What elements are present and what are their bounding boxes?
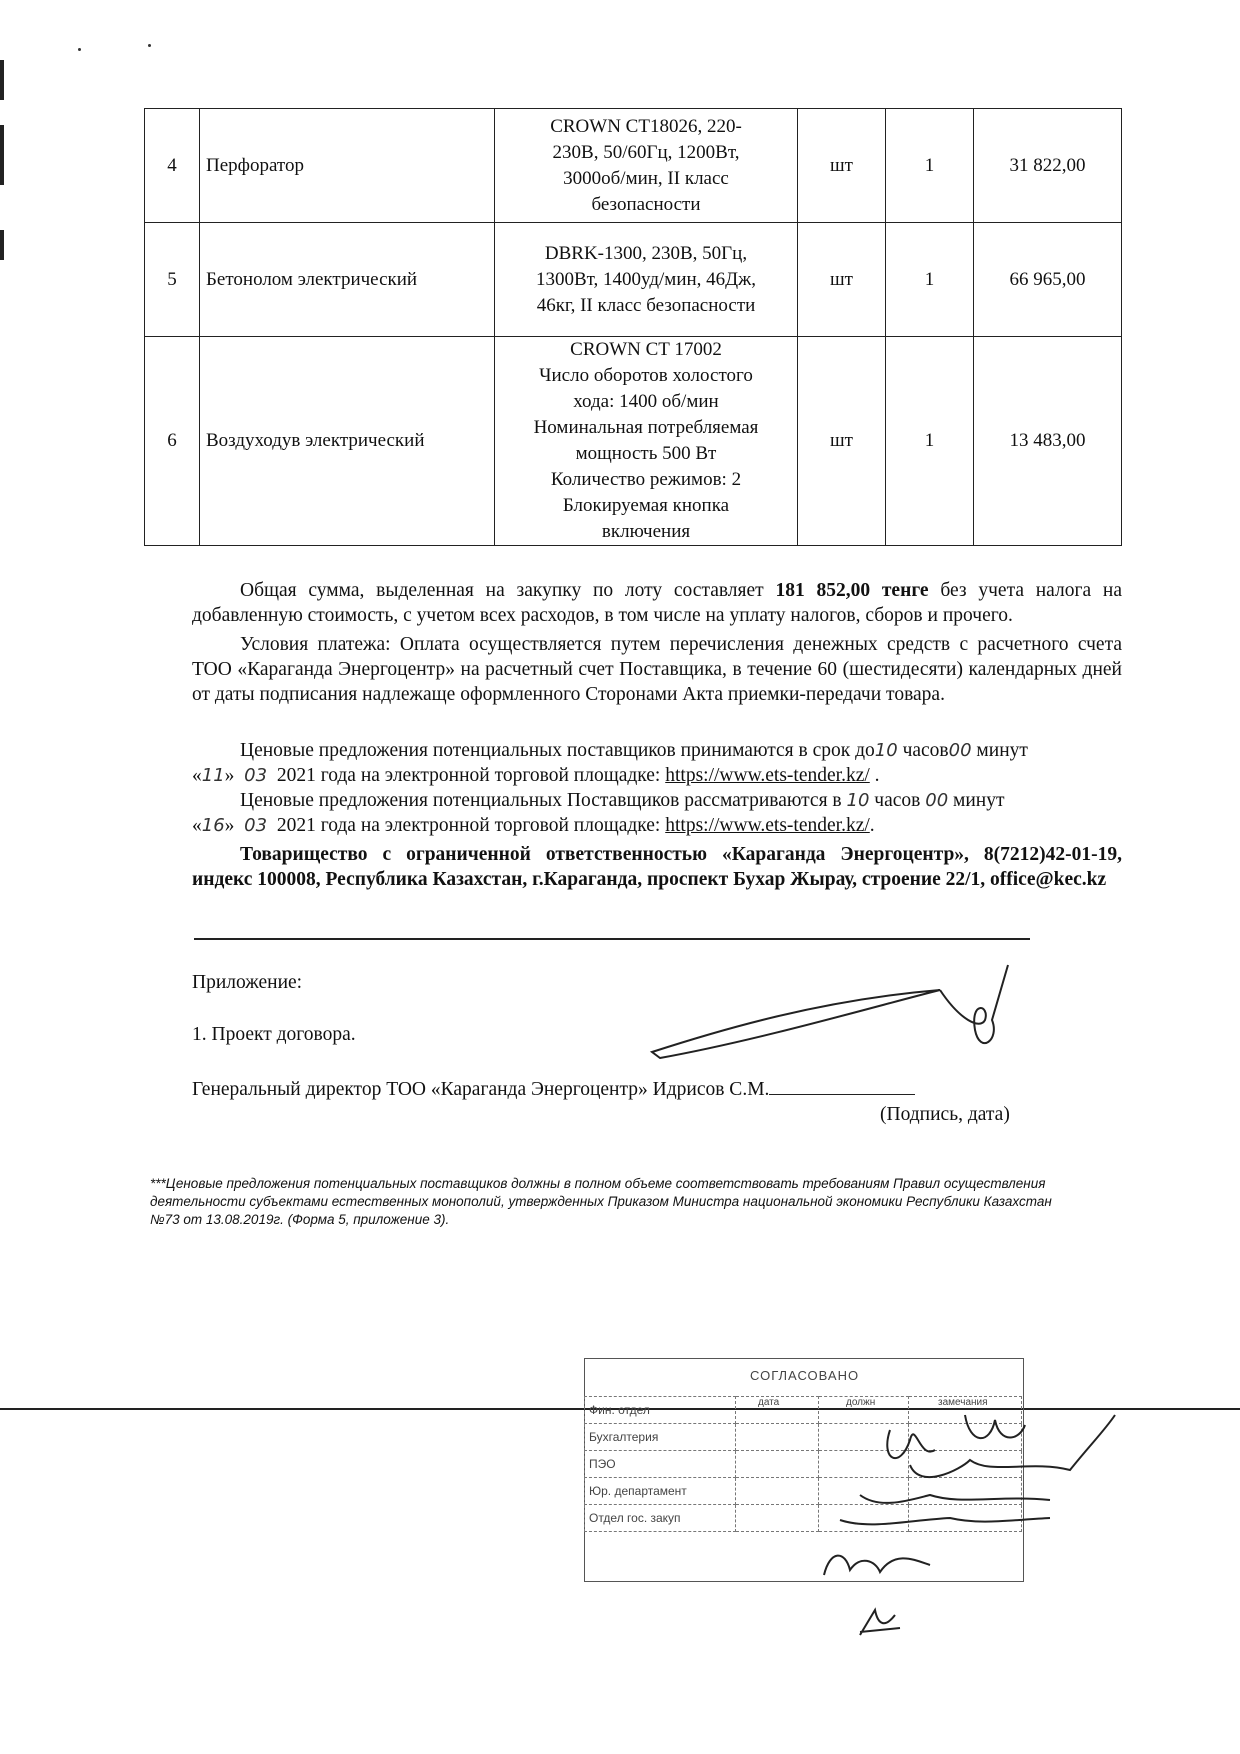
day-quote-close: » [224, 815, 235, 836]
day-quote-open: « [192, 765, 202, 786]
stamp-row-label: Фин. отдел [585, 1397, 736, 1424]
scan-dot [148, 44, 151, 47]
item-row [145, 223, 1122, 337]
handwritten-day: 11 [201, 765, 225, 786]
punct: . [869, 765, 880, 786]
item-unit: шт [798, 223, 886, 337]
item-row [145, 337, 1122, 546]
item-spec-line: хода: 1400 об/мин [573, 391, 719, 412]
handwritten-minute: 00 [925, 790, 949, 811]
item-spec-line: 3000об/мин, II класс [563, 167, 729, 189]
total-text-before: Общая сумма, выделенная на закупку по лоту составляет [240, 580, 776, 601]
offers-reviewed-paragraph [192, 788, 1122, 838]
footnote: ***Ценовые предложения потенциальных поставщиков должны в полном объеме соответствовать требованиям Правил осуществления деятельности субъектами естественных монополий, утвержденных Приказом Министра национальной экономики Республики Казахстан №73 от 13.08.2019г. (Форма 5, приложение 3). [150, 1176, 1052, 1227]
punct: . [869, 815, 875, 836]
item-spec-line: Номинальная потребляемая [533, 417, 759, 438]
signature-caption: (Подпись, дата) [880, 1104, 1010, 1125]
item-name: Бетонолом электрический [200, 223, 495, 337]
attachment-label: Приложение: [192, 972, 303, 993]
handwritten-month: 03 [244, 765, 268, 786]
item-spec-line: 230В, 50/60Гц, 1200Вт, [552, 141, 740, 163]
day-quote-open: « [192, 815, 202, 836]
item-price: 31 822,00 [974, 109, 1122, 223]
stamp-title: СОГЛАСОВАНО [750, 1368, 860, 1383]
item-number: 5 [145, 223, 200, 337]
item-spec-line: мощность 500 Вт [575, 443, 717, 464]
stamp-row-label: ПЭО [585, 1451, 736, 1478]
scan-edge-mark [0, 60, 4, 100]
item-spec-line: Число оборотов холостого [539, 365, 753, 386]
stamp-row-label: Бухгалтерия [585, 1424, 736, 1451]
item-spec [495, 337, 798, 546]
item-spec-line: Количество режимов: 2 [550, 469, 742, 490]
item-spec-line: CROWN CT18026, 220- [550, 115, 742, 137]
payment-text: Условия платежа: Оплата осуществляется путем перечисления денежных средств с расчетного счета ТОО «Караганда Энергоцентр» на расчетный счет Поставщика, в течение 60 (шестидесяти) календарных дней от даты подписания надлежаще оформленного Сторонами Акта приемки-передачи товара. [192, 634, 1122, 705]
item-quantity: 1 [886, 337, 974, 546]
item-price: 66 965,00 [974, 223, 1122, 337]
item-quantity: 1 [886, 109, 974, 223]
handwritten-hour: 10 [846, 790, 870, 811]
stamp-cell [736, 1424, 819, 1451]
handwritten-day: 16 [201, 815, 225, 836]
item-name: Воздуходув электрический [200, 337, 495, 546]
day-quote-close: » [224, 765, 235, 786]
offers-accepted-paragraph [192, 738, 1122, 788]
ets-tender-link[interactable]: https://www.ets-tender.kz/ [665, 765, 870, 786]
stamp-cell [736, 1478, 819, 1505]
scan-dot [78, 48, 81, 51]
item-row [145, 109, 1122, 223]
stamp-cell [736, 1397, 819, 1424]
minutes-label: минут [976, 740, 1028, 761]
offers-reviewed-year-text: 2021 года на электронной торговой площадке: [276, 815, 666, 836]
total-text-after: без учета налога на добавленную стоимость, с учетом всех расходов, в том числе на уплату налогов, сборов и прочего. [192, 580, 1122, 626]
company-paragraph [192, 842, 1122, 892]
item-unit: шт [798, 109, 886, 223]
item-spec [495, 109, 798, 223]
ets-tender-link[interactable]: https://www.ets-tender.kz/ [665, 815, 870, 836]
hours-label: часов [874, 790, 921, 811]
item-number: 6 [145, 337, 200, 546]
attachment-item: 1. Проект договора. [192, 1024, 356, 1045]
handwritten-minute: 00 [948, 740, 972, 761]
payment-paragraph [192, 632, 1122, 707]
stamp-col-position: должн [846, 1397, 876, 1408]
stamp-col-remarks: замечания [938, 1397, 988, 1408]
item-name: Перфоратор [200, 109, 495, 223]
item-unit: шт [798, 337, 886, 546]
item-spec-line: Блокируемая кнопка [562, 495, 730, 516]
separator-line [194, 938, 1030, 940]
director-title: Генеральный директор ТОО «Караганда Энергоцентр» Идрисов С.М. [192, 1079, 770, 1100]
hours-label: часов [902, 740, 949, 761]
handwritten-month: 03 [244, 815, 268, 836]
approval-signatures [820, 1400, 1120, 1640]
director-line [192, 1078, 915, 1101]
offers-reviewed-text: Ценовые предложения потенциальных Поставщиков рассматриваются в [240, 790, 842, 811]
total-amount: 181 852,00 [775, 580, 871, 601]
item-number: 4 [145, 109, 200, 223]
item-spec-line: 46кг, II класс безопасности [536, 294, 756, 316]
stamp-row-label: Юр. департамент [585, 1478, 736, 1505]
director-signature [640, 960, 1020, 1070]
total-currency: тенге [870, 580, 929, 601]
items-table [144, 108, 1122, 546]
item-spec-line: безопасности [591, 193, 701, 215]
scan-edge-mark [0, 230, 4, 260]
stamp-row-label: Отдел гос. закуп [585, 1505, 736, 1532]
item-spec-line: CROWN CT 17002 [570, 339, 722, 360]
signature-line [769, 1078, 915, 1095]
item-spec-line: DBRK-1300, 230В, 50Гц, [544, 242, 748, 264]
item-spec-line: 1300Вт, 1400уд/мин, 46Дж, [536, 268, 756, 290]
minutes-label: минут [953, 790, 1005, 811]
item-spec [495, 223, 798, 337]
stamp-cell [736, 1451, 819, 1478]
stamp-col-date: дата [758, 1397, 780, 1408]
item-quantity: 1 [886, 223, 974, 337]
item-price: 13 483,00 [974, 337, 1122, 546]
offers-accepted-year-text: 2021 года на электронной торговой площадке: [276, 765, 666, 786]
company-details: Товарищество с ограниченной ответственностью «Караганда Энергоцентр», 8(7212)42-01-19, индекс 100008, Республика Казахстан, г.Караганда, проспект Бухар Жырау, строение 22/1, office@kec.kz [192, 844, 1122, 890]
scan-edge-mark [0, 125, 4, 185]
stamp-cell [736, 1505, 819, 1532]
total-paragraph [192, 578, 1122, 628]
offers-accepted-text: Ценовые предложения потенциальных поставщиков принимаются в срок до [240, 740, 875, 761]
item-spec-line: включения [601, 521, 691, 542]
handwritten-hour: 10 [874, 740, 898, 761]
